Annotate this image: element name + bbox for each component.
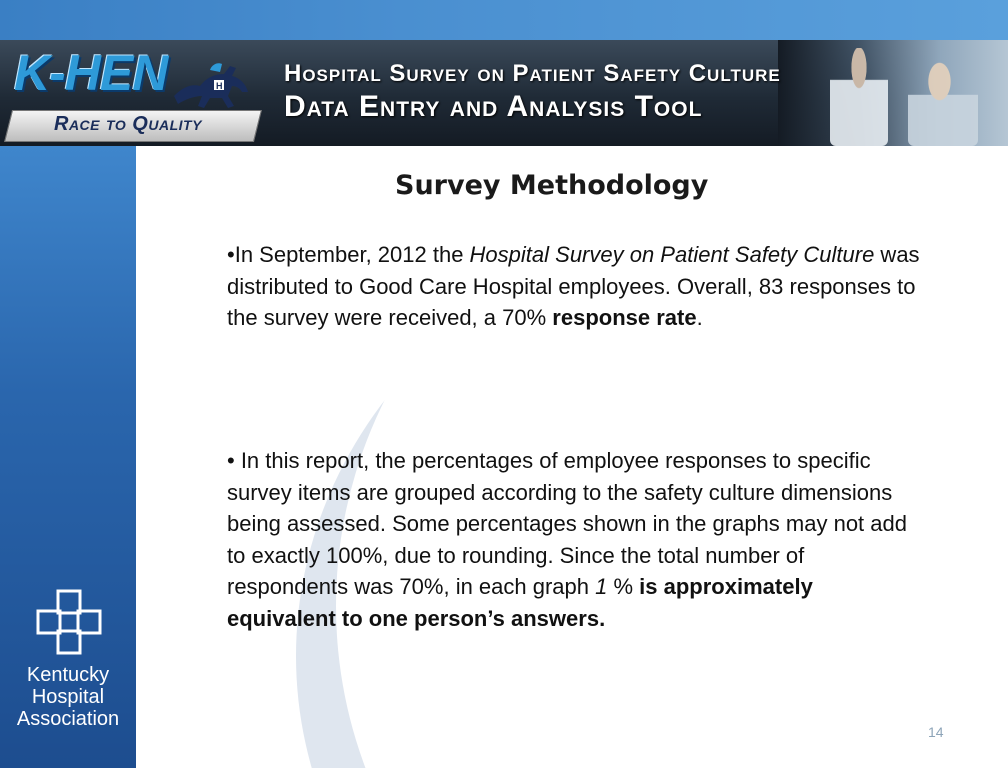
response-rate-label: response rate (552, 305, 697, 330)
para2-bold-text: is approximately equivalent to one person’s answers. (227, 574, 813, 631)
bullet: • (227, 242, 235, 267)
banner-title-line1: Hospital Survey on Patient Safety Culture (284, 60, 781, 87)
left-sidebar (0, 146, 136, 768)
logo-text: K-HEN (14, 45, 168, 101)
khen-logo (8, 44, 258, 142)
methodology-paragraph-1 (227, 239, 927, 334)
logo-tagline: Race to Quality (54, 113, 202, 135)
photo-person (908, 60, 978, 146)
kha-cross-logo-icon (36, 589, 102, 655)
top-strip (0, 0, 1008, 40)
kha-name-line3: Association (16, 708, 120, 730)
para2-text-2: % (607, 574, 640, 599)
para1-text-3: . (696, 305, 703, 330)
bullet: • (227, 448, 235, 473)
svg-text:H: H (216, 81, 223, 91)
survey-name: Hospital Survey on Patient Safety Culture (469, 242, 875, 267)
para1-text-2: was distributed to Good Care Hospital employees. Overall, 83 responses to the survey were received, a 70% (227, 242, 920, 330)
page-number: 14 (928, 724, 944, 740)
slide-title: Survey Methodology (395, 170, 709, 201)
header-banner (0, 40, 1008, 146)
racehorse-icon (170, 56, 252, 110)
para1-text-1: In September, 2012 the (234, 242, 470, 267)
methodology-paragraph-2 (227, 445, 927, 634)
kha-name-line2: Hospital (31, 686, 105, 708)
photo-person (830, 48, 888, 146)
banner-photo (778, 40, 1008, 146)
banner-title (284, 60, 781, 124)
banner-title-line2: Data Entry and Analysis Tool (284, 90, 703, 123)
para2-italic-number: 1 (595, 574, 608, 599)
kha-name-line1: Kentucky (26, 664, 110, 686)
kha-name (0, 664, 136, 730)
para2-text-1: In this report, the percentages of employee responses to specific survey items are grouped according to the safety culture dimensions being assessed. Some percentages shown in the graphs may not add to exactly 100%, due to rounding. Since the total number of respondents was 70%, in each graph (227, 448, 907, 599)
